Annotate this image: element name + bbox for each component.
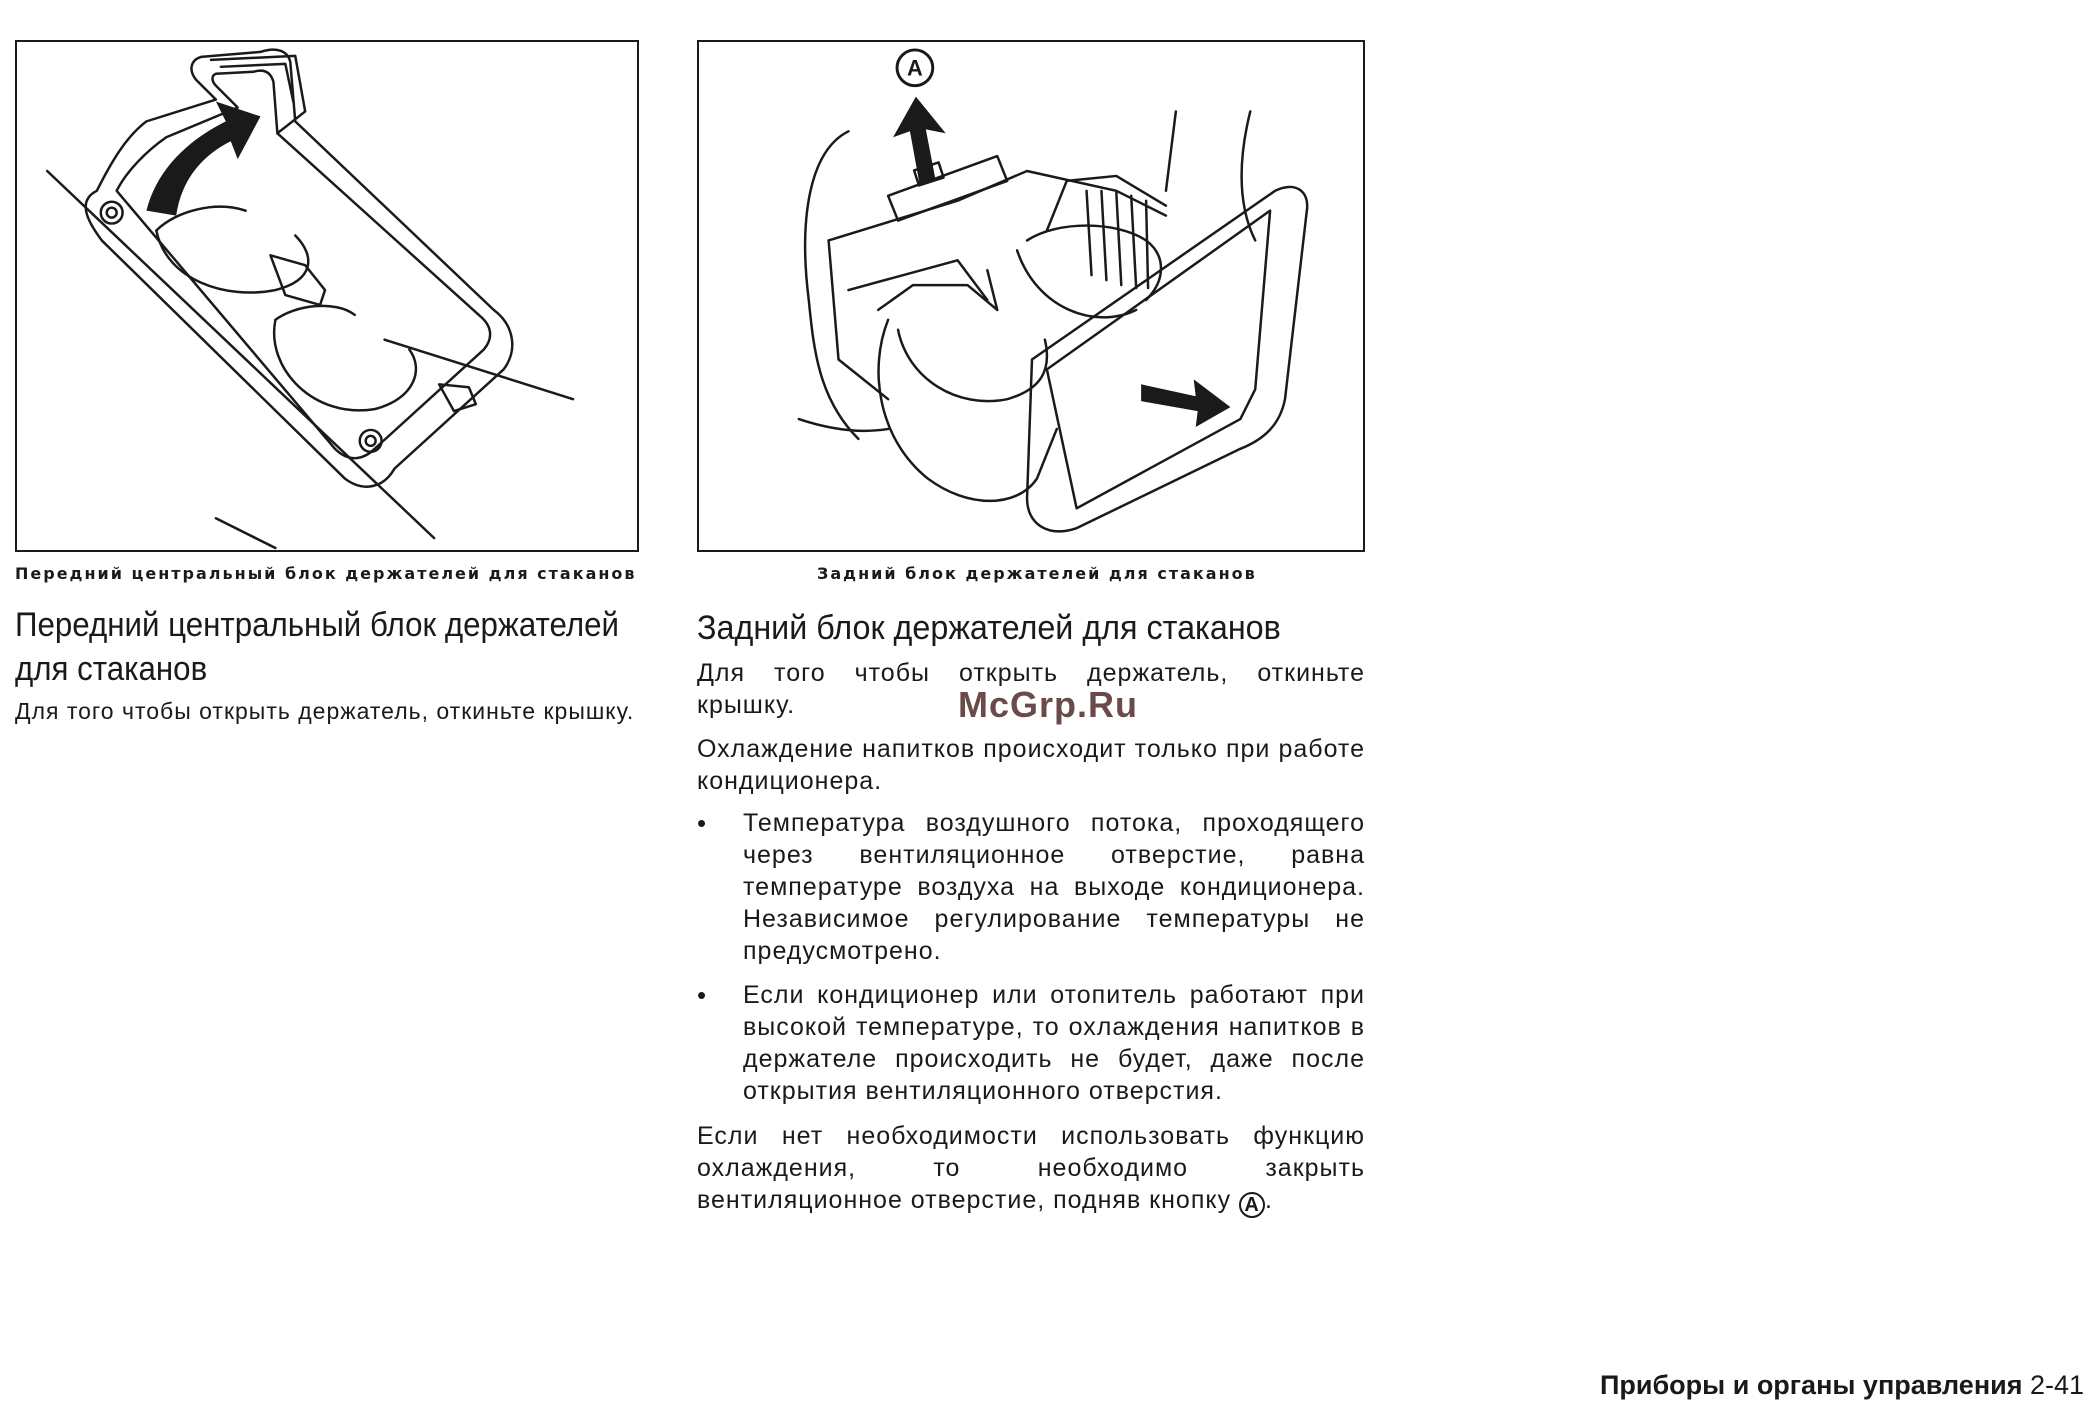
front-section-paragraph: Для того чтобы открыть держатель, откиньте крышку. (15, 698, 635, 724)
rear-cupholder-figure (697, 40, 1365, 552)
rear-paragraph-1: Для того чтобы открыть держатель, откиньте крышку. (697, 659, 1365, 719)
watermark: McGrp.Ru (958, 684, 1139, 725)
open-arrow-icon (146, 102, 260, 216)
rear-figure-caption: Задний блок держателей для стаканов (817, 564, 1257, 583)
rear-cupholder-illustration (699, 42, 1363, 550)
callout-a-label: A (907, 55, 923, 81)
bullet-dot: • (697, 980, 707, 1010)
front-section-heading-line1: Передний центральный блок держателей (15, 606, 619, 644)
bullet-text: Температура воздушного потока, проходящего через вентиляционное отверстие, равна температуре воздуха на выходе кондиционера. Независимое регулирование температуры не предусмотрено. (743, 809, 1365, 965)
front-figure-caption: Передний центральный блок держателей для стаканов (15, 564, 637, 583)
bullet-dot: • (697, 808, 707, 838)
button-a-symbol: A (1239, 1192, 1265, 1218)
rear-paragraph-3 (697, 1120, 1365, 1218)
right-arrow-icon (1141, 379, 1230, 427)
rear-paragraph-2: Охлаждение напитков происходит только при работе кондиционера. (697, 735, 1365, 795)
rear-section-heading: Задний блок держателей для стаканов (697, 609, 1281, 647)
footer-section-title: Приборы и органы управления (1600, 1370, 2023, 1400)
up-arrow-icon (893, 97, 946, 186)
bullet-text: Если кондиционер или отопитель работают при высокой температуре, то охлаждения напитков в держателе происходить не будет, даже после открытия вентиляционного отверстия. (743, 981, 1365, 1105)
rear-paragraph-3-text: Если нет необходимости использовать функцию охлаждения, то необходимо закрыть вентиляционное отверстие, подняв кнопку (697, 1122, 1365, 1214)
footer-page-number: 2-41 (2030, 1370, 2085, 1400)
front-cupholder-illustration (17, 42, 637, 550)
front-cupholder-figure (15, 40, 639, 552)
front-section-heading-line2: для стаканов (15, 650, 208, 688)
bullet-item-1 (697, 807, 1365, 967)
rear-paragraph-3-end: . (1265, 1186, 1273, 1214)
bullet-item-2 (697, 979, 1365, 1109)
